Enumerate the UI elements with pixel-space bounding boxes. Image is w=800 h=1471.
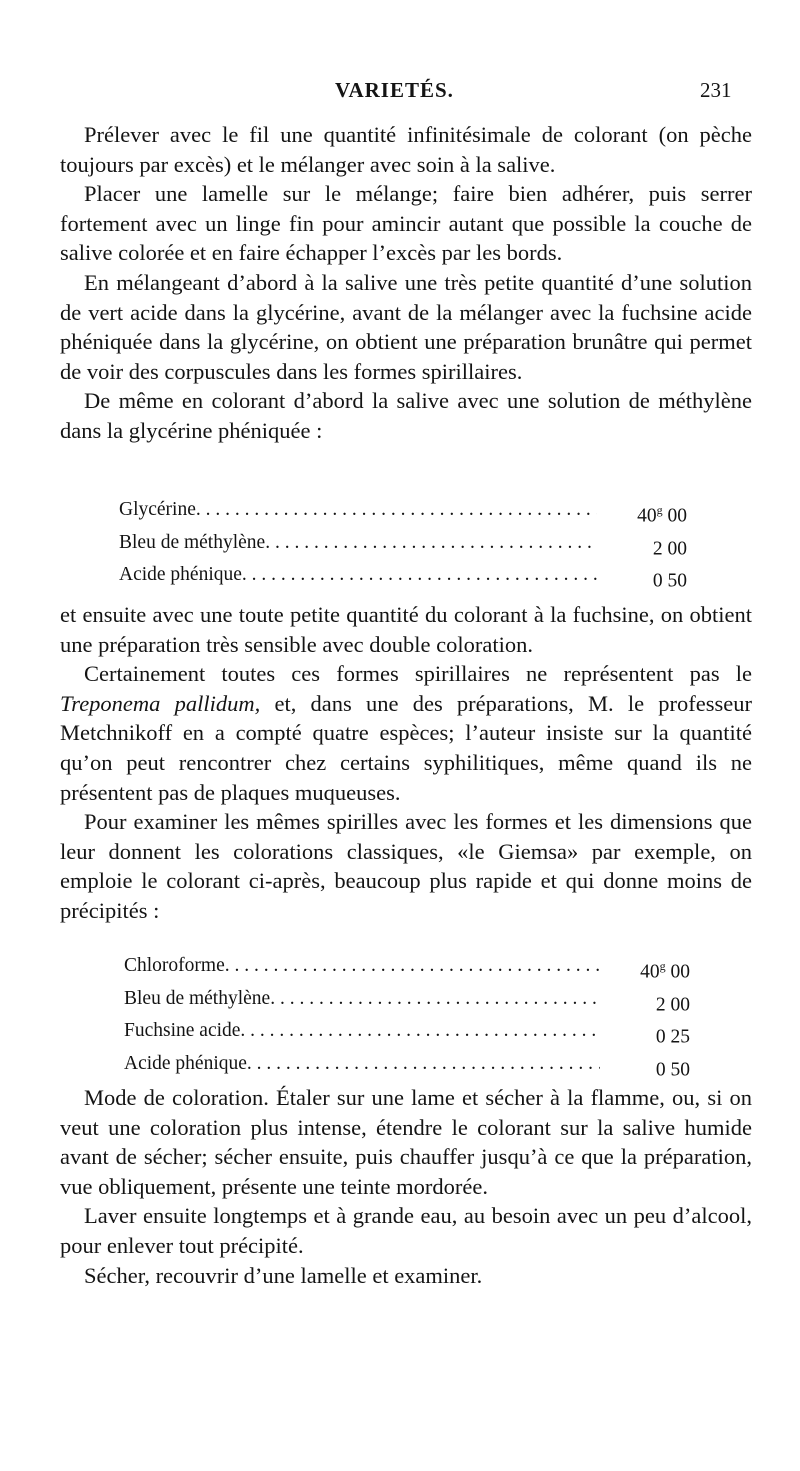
text-block-1 [60, 120, 752, 446]
paragraph: Laver ensuite longtemps et à grande eau, au besoin avec un peu d’alcool, pour enlever tout précipité. [60, 1203, 752, 1258]
ingredient-quantity: 0 25 [655, 1026, 690, 1048]
dot-leader [242, 562, 597, 595]
ingredient-name: Bleu de méthylène [119, 531, 266, 553]
paragraph: Placer une lamelle sur le mélange; faire bien adhérer, puis serrer fortement avec un linge fin pour amincir autant que possible la couche de salive colorée et en faire échapper l’excès par les bords. [60, 181, 752, 266]
paragraph: et ensuite avec une toute petite quantité du colorant à la fuchsine, on obtient une préparation très sensible avec double coloration. [60, 602, 752, 657]
dot-leader [265, 530, 597, 563]
ingredient-name: Fuchsine acide [124, 1020, 241, 1041]
species-name: Treponema pallidum, [60, 690, 261, 716]
dot-leader [240, 1018, 600, 1051]
paragraph: Pour examiner les mêmes spirilles avec les formes et les dimensions que leur donnent les colorations classiques, «le Giemsa» par exemple, on emploie le colorant ci-après, beaucoup plus rapide et qui donne moins de précipités : [60, 809, 752, 923]
recipe-row [119, 562, 687, 595]
recipe-table-2 [124, 953, 690, 1083]
paragraph: Mode de coloration. Étaler sur une lame et sécher à la flamme, ou, si on veut une coloration plus intense, étendre le colorant sur la salive humide avant de sécher; sécher ensuite, puis chauffer jusqu’à ce que la préparation, vue obliquement, présente une teinte mordorée. [60, 1085, 752, 1199]
page-number: 231 [700, 78, 732, 102]
ingredient-name: Glycérine [119, 499, 196, 520]
paragraph: Certainement toutes ces formes spirillaires ne représentent pas le Treponema pallidum, et, dans une des préparations, M. le professeur Metchnikoff en a compté quatre espèces; l’auteur insiste sur la quantité qu’on peut rencontrer chez certains syphilitiques, même quand ils ne présentent pas de plaques muqueuses. [60, 661, 752, 805]
dot-leader [196, 497, 597, 530]
recipe-row [124, 953, 690, 986]
ingredient-quantity: 40$^g$ 00 [640, 959, 690, 983]
ingredient-quantity: 2 00 [655, 994, 690, 1015]
ingredient-quantity: 0 50 [652, 570, 687, 592]
recipe-row [124, 986, 690, 1019]
ingredient-quantity: 2 00 [652, 538, 687, 559]
running-head [0, 78, 800, 112]
ingredient-name: Acide phénique [124, 1052, 247, 1074]
ingredient-name: Acide phénique [119, 564, 242, 585]
recipe-row [119, 530, 687, 563]
paragraph: Sécher, recouvrir d’une lamelle et examiner. [84, 1262, 483, 1288]
ingredient-quantity: 0 50 [655, 1059, 690, 1080]
running-title: VARIETÉS. [335, 78, 454, 102]
recipe-row [124, 1018, 690, 1051]
paragraph: De même en colorant d’abord la salive avec une solution de méthylène dans la glycérine phéniquée : [60, 388, 752, 443]
dot-leader [225, 953, 600, 986]
recipe-row [124, 1051, 690, 1084]
ingredient-quantity: 40$^g$ 00 [637, 503, 687, 527]
paragraph: En mélangeant d’abord à la salive une très petite quantité d’une solution de vert acide dans la glycérine, avant de la mélanger avec la fuchsine acide phéniquée dans la glycérine, on obtient une préparation brunâtre qui permet de voir des corpuscules dans les formes spirillaires. [60, 269, 752, 384]
text-block-3 [60, 1083, 752, 1290]
recipe-table-1 [119, 497, 687, 595]
ingredient-name: Chloroforme [124, 955, 225, 976]
recipe-row [119, 497, 687, 530]
dot-leader [270, 986, 600, 1019]
dot-leader [247, 1051, 600, 1084]
paragraph: Prélever avec le fil une quantité infinitésimale de colorant (on pèche toujours par excès) et le mélanger avec soin à la salive. [60, 122, 752, 177]
ingredient-name: Bleu de méthylène [124, 987, 271, 1009]
text-block-2 [60, 600, 752, 926]
